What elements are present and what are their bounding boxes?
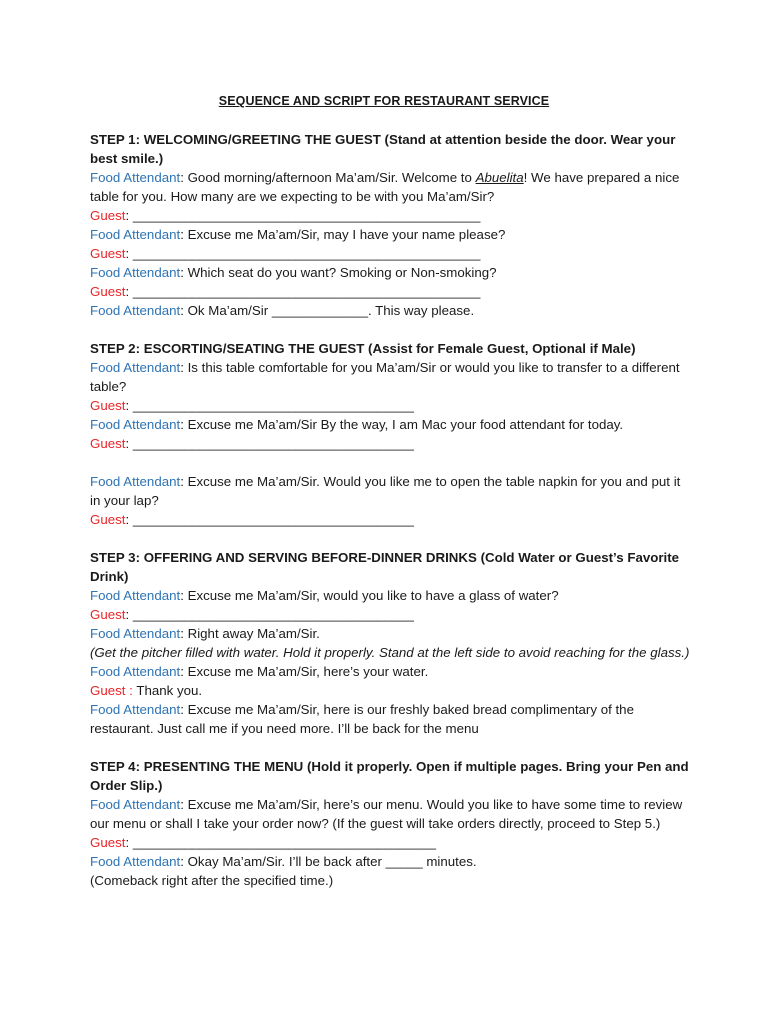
speaker-food-attendant: Food Attendant — [90, 360, 181, 375]
line-text: : Excuse me Ma’am/Sir, here’s our menu. Would you like to have some time to review our menu or shall I take your order now? (If the guest will take orders directly, proceed to Step 5.) — [90, 797, 683, 831]
speaker-food-attendant: Food Attendant — [90, 170, 181, 185]
line-text: : Excuse me Ma’am/Sir, may I have your name please? — [180, 227, 506, 242]
step-1-guest-2: Guest: _______________________________________________ — [90, 246, 481, 261]
step-2-guest-1: Guest: ______________________________________ — [90, 398, 414, 413]
speaker-food-attendant: Food Attendant — [90, 797, 181, 812]
speaker-guest: Guest — [90, 436, 126, 451]
step-3-line-1 — [90, 586, 690, 605]
line-text: . This way please. — [367, 303, 475, 318]
speaker-food-attendant: Food Attendant — [90, 474, 181, 489]
line-text: : Right away Ma’am/Sir. — [180, 626, 320, 641]
line-text: : Okay Ma’am/Sir. I’ll be back after — [180, 854, 386, 869]
answer-blank: _______________________________________________ — [132, 246, 481, 261]
step-3-line-3 — [90, 662, 690, 681]
answer-blank: ______________________________________ — [132, 436, 414, 451]
line-text: : Excuse me Ma’am/Sir, here’s your water. — [180, 664, 429, 679]
script-body — [90, 130, 690, 890]
line-text: : Excuse me Ma’am/Sir, here is our freshly baked bread complimentary of the restaurant. Just call me if you need more. I’ll be back for the menu — [90, 702, 634, 736]
line-text: : Good morning/afternoon Ma’am/Sir. Welcome to — [180, 170, 476, 185]
speaker-guest: Guest — [90, 208, 126, 223]
answer-blank: ______________________________________ — [132, 512, 414, 527]
line-text: : Excuse me Ma’am/Sir. Would you like me to open the table napkin for you and put it in your lap? — [90, 474, 681, 508]
answer-blank: _________________________________________ — [132, 835, 437, 850]
answer-blank: _______________________________________________ — [132, 208, 481, 223]
step-3-guest-1: Guest: ______________________________________ — [90, 607, 414, 622]
speaker-food-attendant: Food Attendant — [90, 588, 181, 603]
step-1-guest-3: Guest: _______________________________________________ — [90, 284, 481, 299]
speaker-food-attendant: Food Attendant — [90, 854, 181, 869]
step-1-line-1 — [90, 168, 690, 206]
step-4-guest-1: Guest: _________________________________________ — [90, 835, 437, 850]
line-text: : Excuse me Ma’am/Sir, would you like to have a glass of water? — [180, 588, 559, 603]
speaker-food-attendant: Food Attendant — [90, 303, 181, 318]
step-3-heading: STEP 3: OFFERING AND SERVING BEFORE-DINNER DRINKS (Cold Water or Guest’s Favorite Drink) — [90, 550, 680, 584]
line-text: minutes. — [422, 854, 477, 869]
page-title: SEQUENCE AND SCRIPT FOR RESTAURANT SERVICE — [218, 94, 550, 108]
line-text: ! We have prepared a nice table for you. How many are we expecting to be with you Ma’am/Sir? — [90, 170, 680, 204]
line-text: : Which seat do you want? Smoking or Non-smoking? — [180, 265, 497, 280]
answer-blank: _______________________________________________ — [132, 284, 481, 299]
speaker-food-attendant: Food Attendant — [90, 265, 181, 280]
step-1-heading: STEP 1: WELCOMING/GREETING THE GUEST (Stand at attention beside the door. Wear your best smile.) — [90, 132, 676, 166]
speaker-guest: Guest — [90, 835, 126, 850]
speaker-food-attendant: Food Attendant — [90, 664, 181, 679]
step-2-line-1 — [90, 358, 690, 396]
step-2-guest-3: Guest: ______________________________________ — [90, 512, 414, 527]
speaker-guest: Guest — [90, 512, 126, 527]
step-1-line-3 — [90, 263, 690, 282]
step-1-line-2 — [90, 225, 690, 244]
step-3-line-2 — [90, 624, 690, 643]
step-2-guest-2: Guest: ______________________________________ — [90, 436, 414, 451]
speaker-guest: Guest — [90, 607, 126, 622]
speaker-guest: Guest — [90, 284, 126, 299]
step-1-guest-1: Guest: _______________________________________________ — [90, 208, 481, 223]
step-2-heading: STEP 2: ESCORTING/SEATING THE GUEST (Assist for Female Guest, Optional if Male) — [90, 341, 636, 356]
step-2-line-2 — [90, 415, 690, 434]
line-text: : Is this table comfortable for you Ma’am/Sir or would you like to transfer to a different table? — [90, 360, 680, 394]
line-text: Thank you. — [132, 683, 203, 698]
step-4-heading: STEP 4: PRESENTING THE MENU (Hold it properly. Open if multiple pages. Bring your Pen and Order Slip.) — [90, 759, 689, 793]
speaker-guest: Guest — [90, 246, 126, 261]
restaurant-name: Abuelita — [475, 170, 524, 185]
speaker-guest: Guest — [90, 398, 126, 413]
line-text: : Ok Ma’am/Sir — [180, 303, 272, 318]
step-3-note: (Get the pitcher filled with water. Hold it properly. Stand at the left side to avoid reaching for the glass.) — [90, 645, 690, 660]
speaker-food-attendant: Food Attendant — [90, 227, 181, 242]
answer-blank: ______________________________________ — [132, 607, 414, 622]
answer-blank: ______________________________________ — [132, 398, 414, 413]
step-1-line-4 — [90, 301, 690, 320]
minutes-blank: _____ — [385, 854, 423, 869]
name-blank: _____________ — [271, 303, 368, 318]
speaker-guest: Guest : — [90, 683, 133, 698]
speaker-food-attendant: Food Attendant — [90, 626, 181, 641]
step-2-line-3 — [90, 472, 690, 510]
step-4-note: (Comeback right after the specified time.) — [90, 873, 334, 888]
step-3-guest-2 — [90, 681, 690, 700]
step-4-line-1 — [90, 795, 690, 833]
speaker-food-attendant: Food Attendant — [90, 417, 181, 432]
step-3-line-4 — [90, 700, 690, 738]
speaker-food-attendant: Food Attendant — [90, 702, 181, 717]
line-text: : Excuse me Ma’am/Sir By the way, I am Mac your food attendant for today. — [180, 417, 624, 432]
step-4-line-2 — [90, 852, 690, 871]
